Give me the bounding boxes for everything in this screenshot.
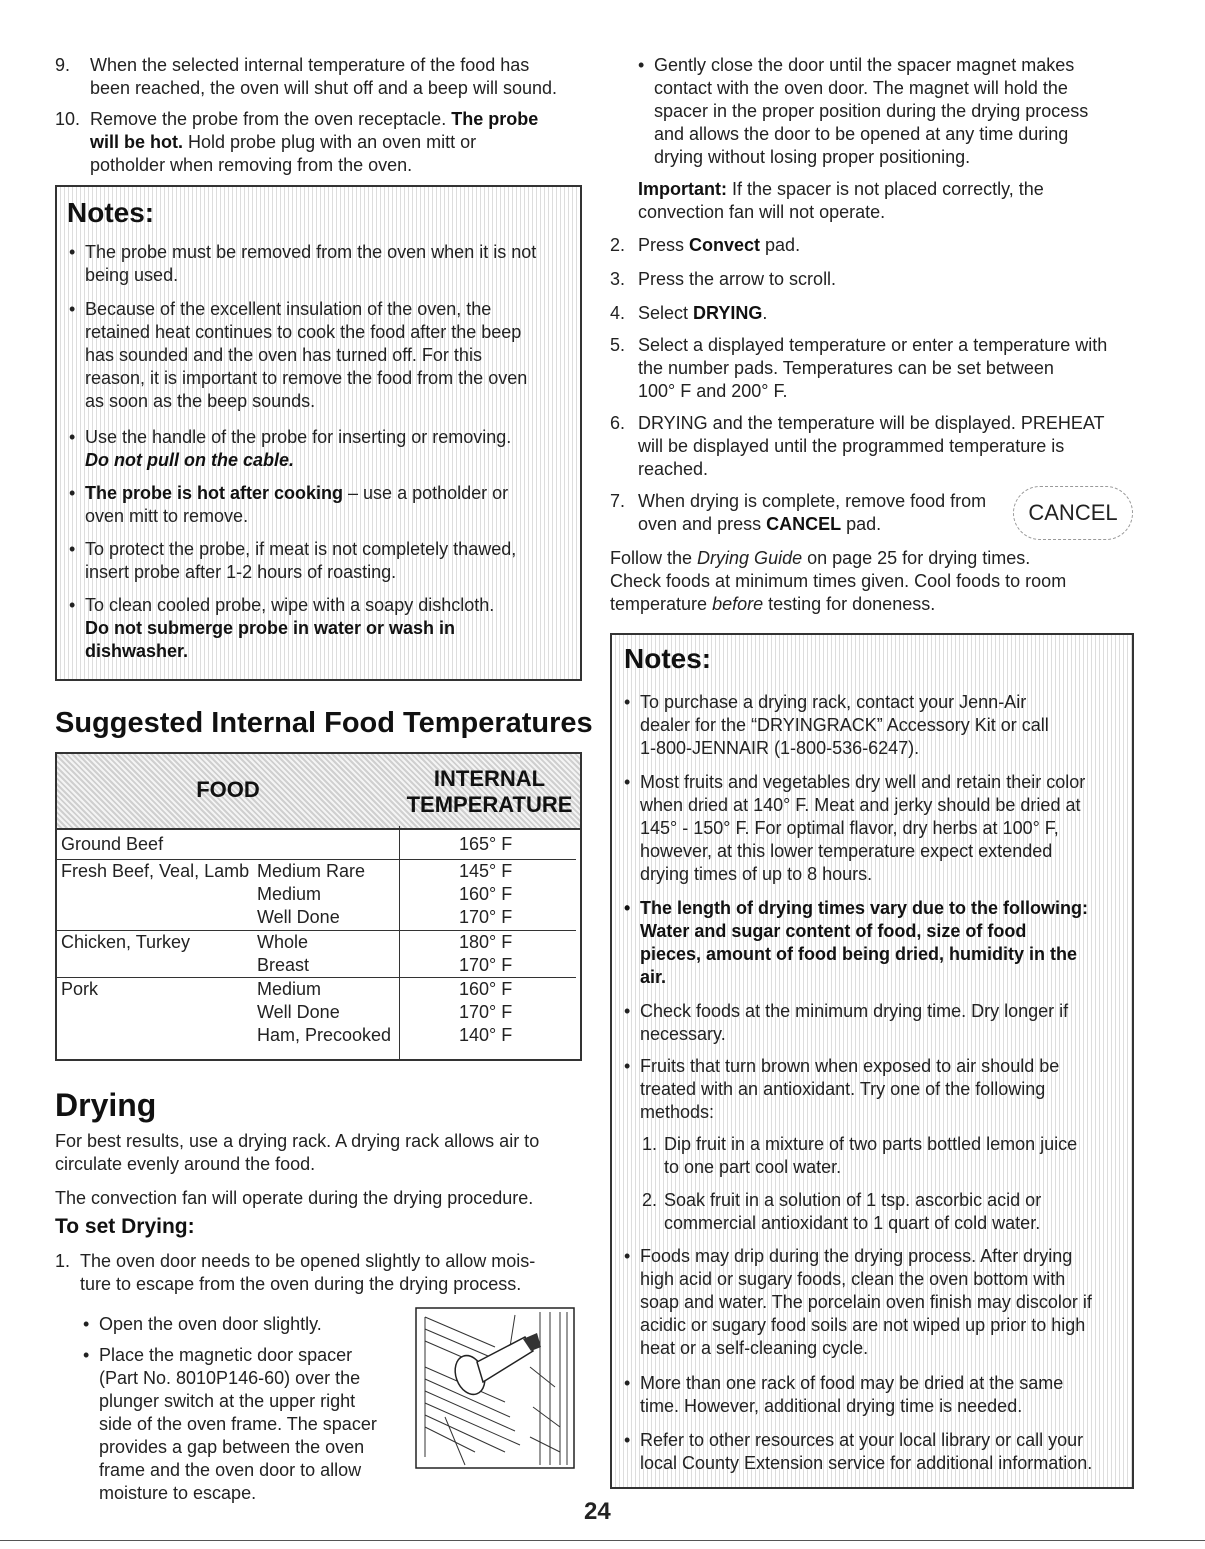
table-row: Pork Medium 160° F Well Done 170° F Ham, Precooked 140° F bbox=[61, 979, 513, 1045]
section-heading-drying: Drying bbox=[55, 1087, 157, 1123]
important-note: Important: If the spacer is not placed correctly, the convection fan will not operate. bbox=[638, 179, 1044, 222]
notes-title: Notes: bbox=[624, 643, 712, 674]
table-row: Fresh Beef, Veal, Lamb Medium Rare 145° F Medium 160° F Well Done 170° F bbox=[57, 859, 576, 931]
col-header-temp: INTERNAL TEMPERATURE bbox=[406, 766, 573, 817]
drying-fan-note: The convection fan will operate during the drying procedure. bbox=[55, 1188, 534, 1208]
notes-box-probe: Notes: • The probe must be removed from the oven when it is not being used. • Because of the excellent insulation of the oven, the retained heat continues to cook the food after the beep has sounded and the oven has turned off. For this reason, it is important to remove the food from the oven as soon as the beep sounds. • Use the handle of the probe for inserting or removing. Do not pull on the cable. • The probe is hot after cooking – use a potholder or oven mitt to remove. • To protect the probe, if meat is not completely thawed, insert probe after 1-2 hours of roasting. • To clean cooled probe, wipe with a soapy dishcloth. Do not submerge probe in water or wash in dishwasher. bbox=[55, 185, 582, 681]
table-header bbox=[55, 752, 582, 830]
drying-intro: For best results, use a drying rack. A drying rack allows air to circulate evenly around the food. bbox=[55, 1131, 540, 1174]
door-spacer-illustration bbox=[415, 1307, 575, 1469]
temperature-table bbox=[55, 752, 582, 1061]
page-number: 24 bbox=[584, 1498, 611, 1525]
notes-box-drying: Notes: • To purchase a drying rack, contact your Jenn-Air dealer for the “DRYINGRACK” Accessory Kit or call 1-800-JENNAIR (1-800-536-6247). • Most fruits and vegetables dry well and retain their color when dried at 140° F. Meat and jerky should be dried at 145° - 150° F. For optimal flavor, dry herbs at 100° F, however, at this lower temperature expect extended drying times of up to 8 hours. • The length of drying times vary due to the following: Water and sugar content of food, size of food pieces, amount of food being dried, humidity in the air. • Check foods at the minimum drying time. Dry longer if necessary. • Fruits that turn brown when exposed to air should be treated with an antioxidant. Try one of the following methods: 1. Dip fruit in a mixture of two parts bottled lemon juice to one part cool water. 2. Soak fruit in a solution of 1 tsp. ascorbic acid or commercial antioxidant to 1 quart of cold water. • Foods may drip during the drying process. After drying high acid or sugary foods, clean the oven bottom with soap and water. The porcelain oven finish may discolor if acidic or sugary food soils are not wiped up prior to high heat or a self-cleaning cycle. • More than one rack of food may be dried at the same time. However, additional drying time is needed. • Refer to other resources at your local library or call your local County Extension service for additional information. bbox=[610, 633, 1134, 1489]
table-row: Ground Beef 165° F bbox=[57, 826, 576, 860]
drying-guide-note: Follow the Drying Guide on page 25 for drying times. Check foods at minimum times given. Cool foods to room temperature before testing for doneness. bbox=[610, 548, 1067, 614]
table-row: Chicken, Turkey Whole 180° F Breast 170° F bbox=[57, 930, 576, 978]
section-heading-temperatures: Suggested Internal Food Temperatures bbox=[55, 707, 593, 739]
subheading-set-drying: To set Drying: bbox=[55, 1215, 195, 1238]
page-bottom-rule bbox=[0, 1540, 1205, 1541]
notes-title: Notes: bbox=[67, 197, 155, 228]
cancel-pad-icon: CANCEL bbox=[1013, 486, 1133, 540]
col-header-food: FOOD bbox=[196, 777, 260, 802]
